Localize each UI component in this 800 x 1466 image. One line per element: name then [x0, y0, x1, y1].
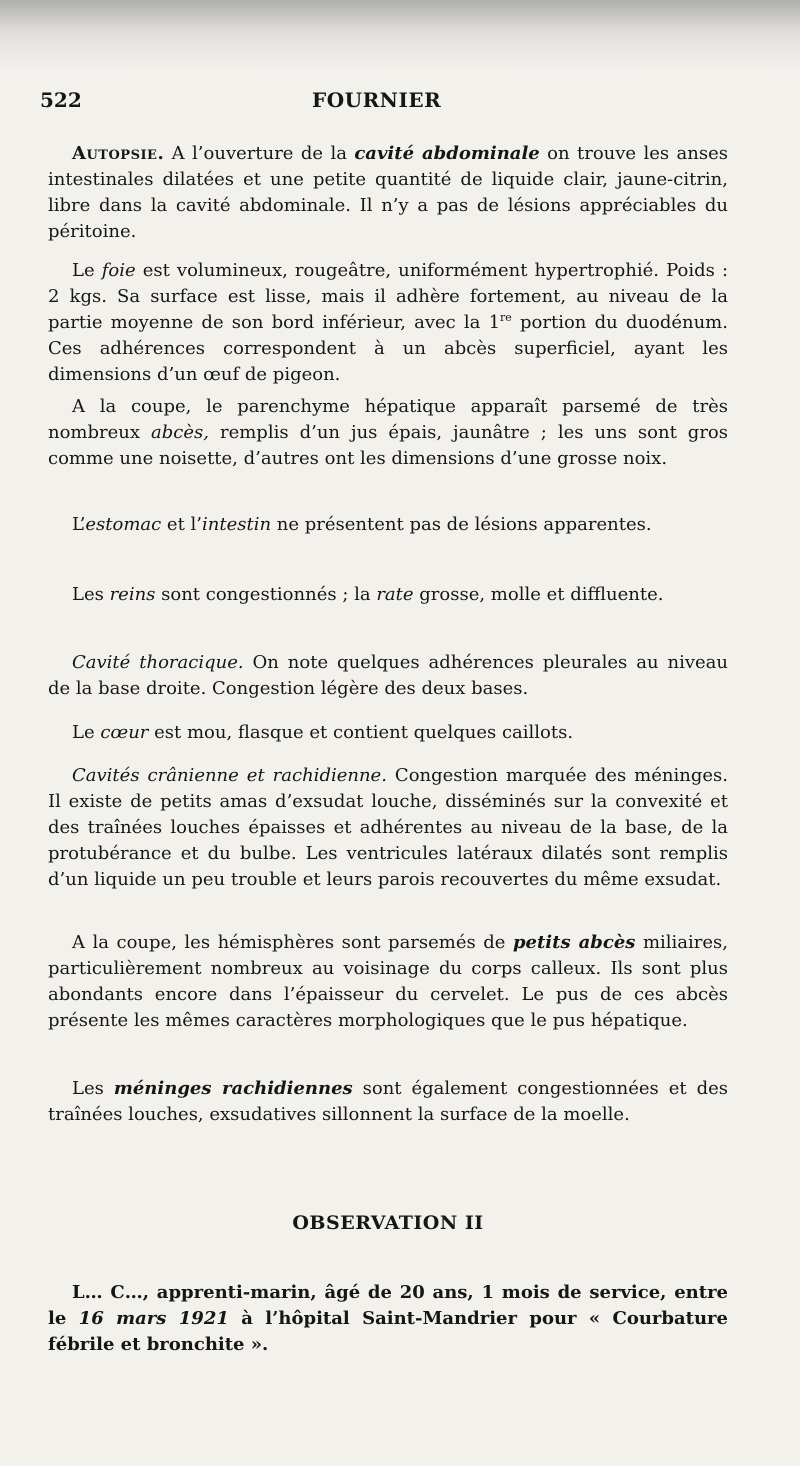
emphasis-cavites-craniennes: Cavités crânienne et rachidienne.: [72, 765, 387, 786]
emphasis-foie: foie: [101, 260, 136, 281]
emphasis-meninges-rachidiennes: méninges rachidiennes: [113, 1078, 353, 1099]
running-head: FOURNIER: [312, 88, 442, 112]
paragraph-cavites-craniennes: Cavités crânienne et rachidienne. Congestion marquée des méninges. Il existe de petits amas d’exsudat louche, disséminés sur la convexité et des traînées louches épaisses et adhérentes au niveau de la base, de la protubérance et du bulbe. Les ventricules latéraux dilatés sont remplis d’un liquide un peu trouble et leurs parois recouvertes du même exsudat.: [48, 765, 728, 890]
emphasis-petits-abces: petits abcès: [512, 932, 636, 953]
paragraph-autopsie: Autopsie. A l’ouverture de la cavité abdominale on trouve les anses intestinales dilatées et une petite quantité de liquide clair, jaune-citrin, libre dans la cavité abdominale. Il n’y a pas de lésions appréciables du péritoine.: [48, 143, 728, 242]
paragraph-observation: L… C…, apprenti-marin, âgé de 20 ans, 1 mois de service, entre le 16 mars 1921 à l’hôpital Saint-Mandrier pour « Courbature fébrile et bronchite ».: [48, 1282, 728, 1355]
emphasis-intestin: intestin: [202, 514, 272, 535]
emphasis-coeur: cœur: [100, 722, 149, 743]
paragraph-hemispheres: A la coupe, les hémisphères sont parsemés de petits abcès miliaires, particulièrement nombreux au voisinage du corps calleux. Ils sont plus abondants encore dans l’épaisseur du cervelet. Le pus de ces abcès présente les mêmes caractères morphologiques que le pus hépatique.: [48, 932, 729, 1031]
paragraph-estomac: L’estomac et l’intestin ne présentent pas de lésions apparentes.: [72, 514, 652, 535]
emphasis-estomac: estomac: [85, 514, 162, 535]
paragraph-foie: Le foie est volumineux, rougeâtre, uniformément hypertrophié. Poids : 2 kgs. Sa surface est lisse, mais il adhère fortement, au niveau de la partie moyenne de son bord inférieur, avec la 1re portion du duodénum. Ces adhérences correspondent à un abcès superficiel, ayant les dimensions d’un œuf de pigeon.: [48, 260, 729, 385]
paragraph-coeur: Le cœur est mou, flasque et contient quelques caillots.: [72, 722, 574, 743]
scan-shadow: [0, 0, 800, 72]
emphasis-date: 16 mars 1921: [78, 1308, 229, 1329]
emphasis-abces: abcès,: [151, 422, 209, 443]
section-heading: OBSERVATION II: [292, 1212, 484, 1234]
emphasis-rate: rate: [376, 584, 414, 605]
paragraph-thorax: Cavité thoracique. On note quelques adhérences pleurales au niveau de la base droite. Congestion légère des deux bases.: [48, 652, 728, 699]
paragraph-meninges: Les méninges rachidiennes sont également congestionnées et des traînées louches, exsudatives sillonnent la surface de la moelle.: [48, 1078, 728, 1125]
emphasis-reins: reins: [109, 584, 156, 605]
page-header: [40, 88, 745, 118]
emphasis-cavite-thoracique: Cavité thoracique.: [72, 652, 244, 673]
paragraph-reins: Les reins sont congestionnés ; la rate grosse, molle et diffluente.: [72, 584, 664, 605]
paragraph-coupe-foie: A la coupe, le parenchyme hépatique apparaît parsemé de très nombreux abcès, remplis d’un jus épais, jaunâtre ; les uns sont gros comme une noisette, d’autres ont les dimensions d’une grosse noix.: [48, 396, 729, 469]
page-number: 522: [40, 88, 82, 112]
emphasis-cavite-abdominale: cavité abdominale: [354, 143, 540, 164]
autopsie-lead: Autopsie.: [72, 143, 165, 164]
